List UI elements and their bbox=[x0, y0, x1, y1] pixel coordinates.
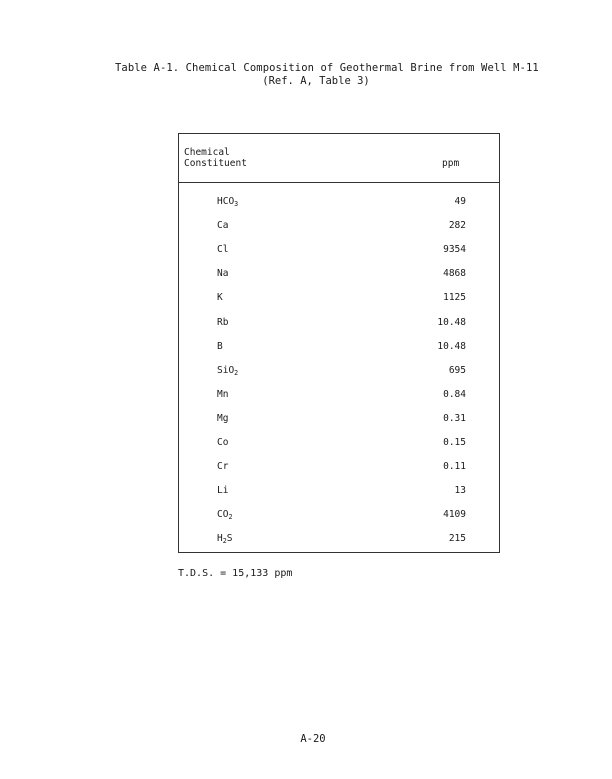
table-row bbox=[179, 244, 499, 262]
ppm-cell: 4868 bbox=[443, 268, 466, 280]
table-row bbox=[179, 317, 499, 335]
table-reference: (Ref. A, Table 3) bbox=[262, 75, 370, 87]
ppm-cell: 1125 bbox=[443, 292, 466, 304]
ppm-cell: 0.15 bbox=[443, 437, 466, 448]
constituent-cell: SiO$_2$ bbox=[217, 364, 239, 377]
table-row bbox=[179, 485, 499, 503]
column-header-constituent-line2: Constituent bbox=[184, 158, 247, 169]
table-row bbox=[179, 389, 499, 407]
ppm-cell: 9354 bbox=[443, 244, 466, 256]
page-number: A-20 bbox=[300, 733, 326, 745]
constituent-cell: Co bbox=[217, 437, 229, 448]
table-row bbox=[179, 533, 499, 551]
ppm-cell: 0.84 bbox=[443, 388, 466, 400]
constituent-cell: B bbox=[217, 340, 223, 352]
column-header-constituent-line1: Chemical bbox=[184, 147, 230, 158]
table-row bbox=[179, 509, 499, 527]
constituent-cell: $CO_2$ bbox=[217, 509, 233, 522]
constituent-cell: Li bbox=[217, 485, 229, 497]
ppm-cell: 215 bbox=[448, 533, 466, 545]
table-row bbox=[179, 220, 499, 238]
constituent-cell: Mn bbox=[217, 388, 229, 400]
table-row bbox=[179, 268, 499, 286]
ppm-cell: 49 bbox=[454, 196, 466, 207]
table-row bbox=[179, 437, 499, 455]
column-header-ppm: ppm bbox=[442, 158, 460, 169]
ppm-cell: 0.31 bbox=[443, 412, 466, 424]
tds-footnote: T.D.S. = 15,133 ppm bbox=[178, 568, 293, 579]
table-row bbox=[179, 461, 499, 479]
constituent-cell: Cl bbox=[217, 244, 229, 256]
ppm-cell: 10.48 bbox=[437, 316, 466, 328]
ppm-cell: 10.48 bbox=[437, 340, 466, 352]
table-row bbox=[179, 196, 499, 214]
table-row bbox=[179, 292, 499, 310]
constituent-cell: K bbox=[217, 292, 223, 304]
table-row bbox=[179, 413, 499, 431]
ppm-cell: 13 bbox=[454, 485, 466, 497]
table-title: Table A-1. Chemical Composition of Geothermal Brine from Well M-11 bbox=[115, 62, 539, 74]
header-divider bbox=[179, 182, 499, 183]
composition-table bbox=[178, 133, 500, 553]
constituent-cell: Na bbox=[217, 268, 229, 280]
constituent-cell: $HCO_3$ bbox=[217, 196, 239, 208]
ppm-cell: 0.11 bbox=[443, 461, 466, 473]
constituent-cell: Cr bbox=[217, 461, 229, 473]
constituent-cell: Rb bbox=[217, 316, 229, 328]
table-row bbox=[179, 341, 499, 359]
constituent-cell: Mg bbox=[217, 412, 229, 424]
ppm-cell: 282 bbox=[448, 220, 466, 232]
constituent-cell: Ca bbox=[217, 220, 229, 232]
ppm-cell: 4109 bbox=[443, 509, 466, 521]
table-row bbox=[179, 365, 499, 383]
ppm-cell: 695 bbox=[448, 364, 466, 376]
constituent-cell: $H_2S$ bbox=[217, 533, 233, 546]
column-header-constituent bbox=[184, 147, 247, 169]
